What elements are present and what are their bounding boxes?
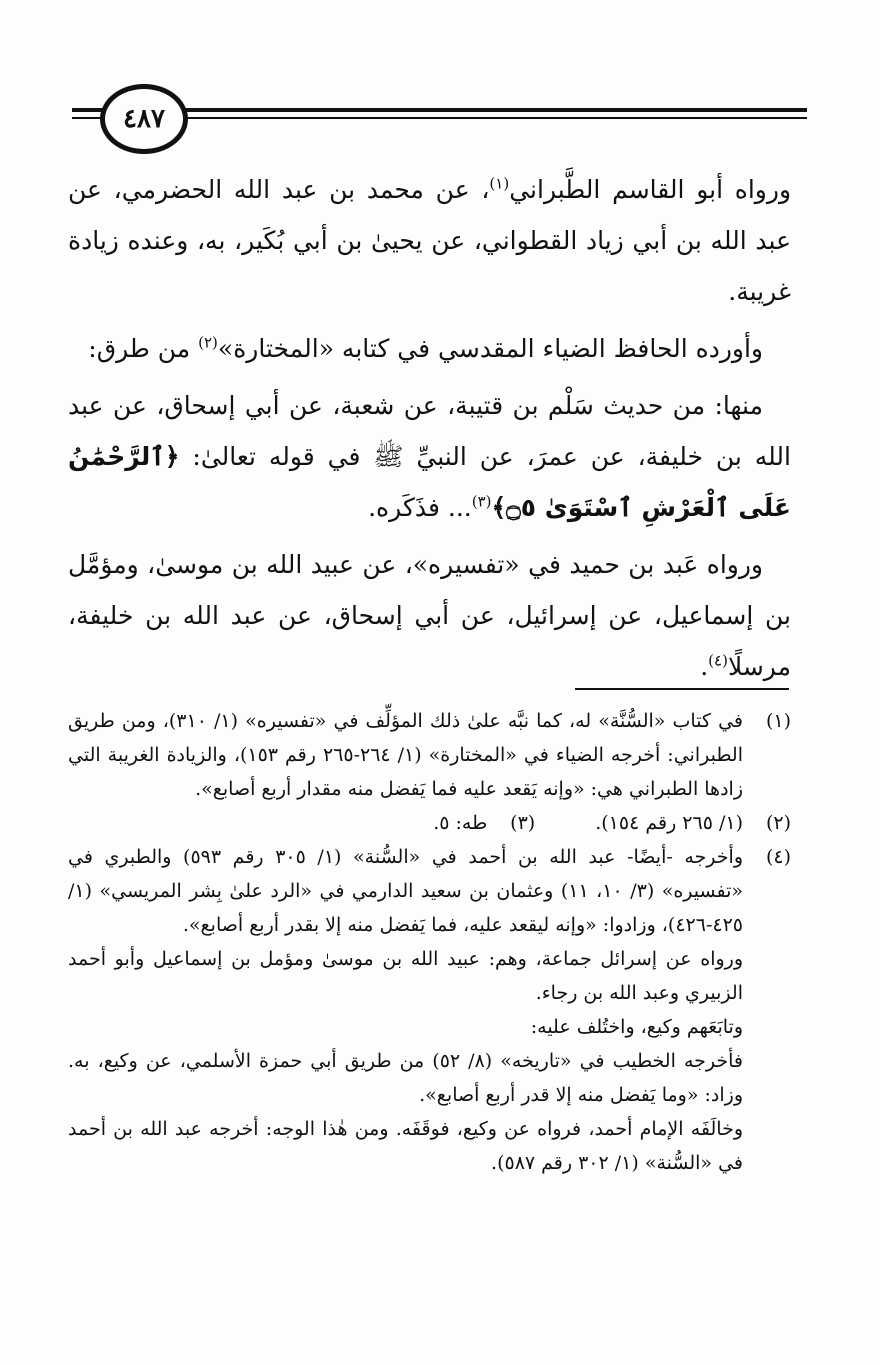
footnote-text: في كتاب «السُّنَّة» له، كما نبَّه علىٰ ذلك المؤلِّف في «تفسيره» (١/ ٣١٠)، ومن طريق الطبراني: أخرجه الضياء في «المختارة» (١/ ٢٦٤-٢٦٥ رقم ١٥٣)، والزيادة الغريبة التي زادها الطبراني هي: «وإنه يَقعد عليه فما يَفضل منه مقدار أربع أصابع». [68,710,743,800]
p4-text-a: ورواه عَبد بن حميد في «تفسيره»، عن عبيد الله بن موسىٰ، ومؤمَّل بن إسماعيل، عن إسرائيل، عن أبي إسحاق، عن عبد الله بن خليفة، مرسلًا [68,550,791,681]
p3-text-a: منها: من حديث سَلْم بن قتيبة، عن شعبة، عن أبي إسحاق، عن عبد الله بن خليفة، عن عمرَ، عن النبيِّ ﷺ في قوله تعالىٰ: [68,391,791,471]
footnote-number: (١) [765,710,791,732]
footnote-paragraph: وخالَفَه الإمام أحمد، فرواه عن وكيع، فوقَفَه. ومن هٰذا الوجه: أخرجه عبد الله بن أحمد في «السُّنة» (١/ ٣٠٢ رقم ٥٨٧). [68,1118,743,1174]
footnote-paragraph: فأخرجه الخطيب في «تاريخه» (٨/ ٥٢) من طريق أبي حمزة الأسلمي، عن وكيع، به. وزاد: «وما يَفضل منه إلا قدر أربع أصابع». [68,1050,743,1106]
footnote-number: (٤) [765,846,791,868]
footnote-2 [595,806,791,840]
p2-text-a: وأورده الحافظ الضياء المقدسي في كتابه «المختارة» [217,334,763,363]
quran-verse: ﴿ٱلرَّحْمَٰنُ عَلَى ٱلْعَرْشِ ٱسْتَوَىٰ ۝٥﴾ [68,442,791,522]
p3-text-b: ... فذَكَره. [368,493,472,522]
p4-text-b: . [700,652,709,681]
footnote-paragraph: وأخرجه -أيضًا- عبد الله بن أحمد في «السُّنة» (١/ ٣٠٥ رقم ٥٩٣) والطبري في «تفسيره» (٣/ ١٠، ١١) وعثمان بن سعيد الدارمي في «الرد علىٰ بِشر المريسي» (١/ ٤٢٥-٤٢٦)، وزادوا: «وإنه ليقعد عليه، فما يَفضل منه إلا بقدر أربع أصابع». [68,846,743,936]
footnote-ref-4: (٤) [708,651,728,670]
footnote-text: طه: ٥. [433,812,488,834]
footnote-row-2-3 [68,806,791,840]
footnote-4 [68,840,791,1180]
footnote-separator [575,688,789,690]
footnote-number: (٢) [765,812,791,834]
paragraph-4 [68,539,791,692]
paragraph-2 [68,323,791,374]
p2-text-b: من طرق: [88,334,199,363]
footnote-ref-1: (١) [489,174,510,193]
footnote-text: (١/ ٢٦٥ رقم ١٥٤). [595,812,743,834]
paragraph-3 [68,380,791,533]
footnotes [68,704,791,1180]
footnote-paragraph: وتابَعَهم وكيع، واختُلف عليه: [530,1016,743,1038]
footnote-paragraph: ورواه عن إسرائل جماعة، وهم: عبيد الله بن موسىٰ ومؤمل بن إسماعيل وأبو أحمد الزبيري وعبد الله بن رجاء. [68,948,743,1004]
footnote-ref-3: (٣) [471,492,492,511]
p1-text-b: ، عن محمد بن عبد الله الحضرمي، عن عبد الله بن أبي زياد القطواني، عن يحيىٰ بن أبي بُكَير، به، وعنده زيادة غريبة. [68,175,791,306]
footnote-number: (٣) [510,812,536,834]
footnote-1 [68,704,791,806]
paragraph-1 [68,164,791,317]
page-number: ٤٨٧ [100,84,188,154]
main-text [68,164,791,698]
footnote-ref-2: (٢) [198,333,218,352]
footnote-3 [433,806,535,840]
p1-text-a: ورواه أبو القاسم الطَّبراني [509,175,792,204]
